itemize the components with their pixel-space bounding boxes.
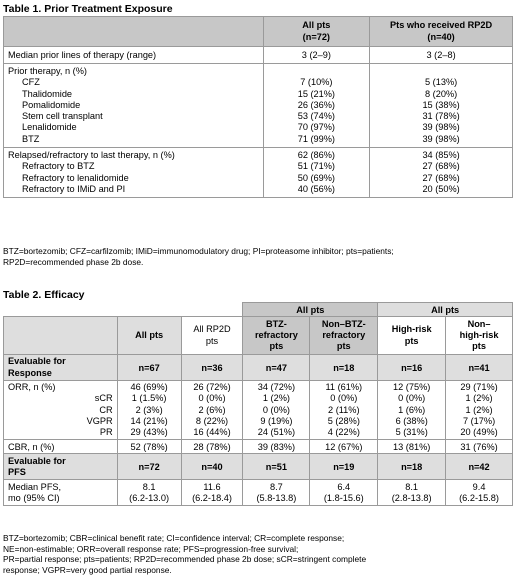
eval-pfs-value: n=18 bbox=[378, 454, 446, 480]
pfs-row bbox=[4, 480, 513, 506]
prior-labels-cell bbox=[4, 64, 264, 148]
pfs-value: 9.4 (6.2-15.8) bbox=[446, 480, 513, 506]
cbr-label: CBR, n (%) bbox=[4, 440, 118, 454]
refractory-all-value: 40 (56%) bbox=[297, 183, 335, 194]
eval-response-value: n=67 bbox=[117, 355, 181, 381]
header-rp2d: All RP2D pts bbox=[181, 317, 243, 355]
eval-pfs-value: n=40 bbox=[181, 454, 243, 480]
pfs-value: 8.7 (5.8-13.8) bbox=[243, 480, 310, 506]
table1 bbox=[3, 16, 513, 198]
eval-pfs-value: n=51 bbox=[243, 454, 310, 480]
orr-label: ORR, n (%) bbox=[8, 382, 56, 392]
pfs-value: 8.1 (6.2-13.0) bbox=[117, 480, 181, 506]
eval-pfs-row bbox=[4, 454, 513, 480]
response-block bbox=[4, 381, 513, 440]
prior-rp2d-cell bbox=[370, 64, 513, 148]
table2-footnote-line: NE=non-estimable; ORR=overall response rate; PFS=progression-free survival; bbox=[3, 543, 299, 554]
refractory-all-value: 50 (69%) bbox=[297, 172, 335, 183]
relapsed-all: 62 (86%) bbox=[297, 150, 335, 161]
response-col-rp2d: 26 (72%) 0 (0%) 2 (6%) 8 (22%) 16 (44%) bbox=[181, 381, 243, 440]
pfs-value: 6.4 (1.8-15.6) bbox=[310, 480, 378, 506]
pfs-value: 11.6 (6.2-18.4) bbox=[181, 480, 243, 506]
pfs-label: Median PFS, mo (95% CI) bbox=[4, 480, 118, 506]
response-label: sCR bbox=[94, 393, 113, 404]
eval-response-value: n=41 bbox=[446, 355, 513, 381]
median-rp2d: 3 (2–8) bbox=[370, 47, 513, 64]
prior-all-value: 26 (36%) bbox=[297, 99, 335, 110]
prior-row-label: Thalidomide bbox=[22, 88, 73, 99]
prior-rp2d-value: 15 (38%) bbox=[422, 99, 460, 110]
eval-pfs-value: n=72 bbox=[117, 454, 181, 480]
prior-rp2d-value: 5 (13%) bbox=[425, 77, 458, 88]
prior-row-label: BTZ bbox=[22, 133, 40, 144]
refractory-labels-cell bbox=[4, 148, 264, 198]
eval-pfs-label: Evaluable for PFS bbox=[4, 454, 118, 480]
cbr-row bbox=[4, 440, 513, 454]
table1-header-all-pts: All pts (n=72) bbox=[263, 17, 370, 47]
refractory-all-cell bbox=[263, 148, 370, 198]
eval-response-value: n=47 bbox=[243, 355, 310, 381]
eval-response-row bbox=[4, 355, 513, 381]
prior-row-label: Lenalidomide bbox=[22, 122, 77, 133]
refractory-rp2d-value: 27 (68%) bbox=[422, 161, 460, 172]
pfs-value: 8.1 (2.8-13.8) bbox=[378, 480, 446, 506]
eval-response-value: n=16 bbox=[378, 355, 446, 381]
prior-row-label: Pomalidomide bbox=[22, 99, 81, 110]
eval-response-label: Evaluable for Response bbox=[4, 355, 118, 381]
refractory-rp2d-value: 20 (50%) bbox=[422, 183, 460, 194]
cbr-value: 52 (78%) bbox=[117, 440, 181, 454]
response-label: VGPR bbox=[86, 415, 113, 426]
table2-footnotes bbox=[3, 533, 366, 575]
prior-rp2d-value: 39 (98%) bbox=[422, 122, 460, 133]
refractory-rp2d-cell bbox=[370, 148, 513, 198]
prior-all-value: 70 (97%) bbox=[297, 122, 335, 133]
prior-all-value: 71 (99%) bbox=[297, 133, 335, 144]
prior-rp2d-value: 8 (20%) bbox=[425, 88, 458, 99]
header-all-pts: All pts bbox=[117, 317, 181, 355]
cbr-value: 12 (67%) bbox=[310, 440, 378, 454]
table2-group-row bbox=[4, 303, 513, 317]
table1-header-row bbox=[4, 17, 513, 47]
table2-title: Table 2. Efficacy bbox=[3, 289, 85, 301]
response-col-non-btz: 11 (61%) 0 (0%) 2 (11%) 5 (28%) 4 (22%) bbox=[310, 381, 378, 440]
prior-all-value: 7 (10%) bbox=[300, 77, 333, 88]
median-label: Median prior lines of therapy (range) bbox=[4, 47, 264, 64]
median-all: 3 (2–9) bbox=[263, 47, 370, 64]
table1-header-rp2d: Pts who received RP2D (n=40) bbox=[370, 17, 513, 47]
prior-all-value: 53 (74%) bbox=[297, 111, 335, 122]
refractory-all-value: 51 (71%) bbox=[297, 161, 335, 172]
header-non-btz-refractory: Non–BTZ- refractory pts bbox=[310, 317, 378, 355]
refractory-row-label: Refractory to BTZ bbox=[22, 161, 95, 172]
eval-response-value: n=18 bbox=[310, 355, 378, 381]
prior-label: Prior therapy, n (%) bbox=[8, 66, 87, 76]
table1-footnote-line: BTZ=bortezomib; CFZ=carfilzomib; IMiD=immunomodulatory drug; PI=proteasome inhibitor; pts=patients; bbox=[3, 246, 394, 256]
table1-footnotes bbox=[3, 246, 394, 267]
table2-header-empty bbox=[4, 317, 118, 355]
prior-rp2d-value: 39 (98%) bbox=[422, 133, 460, 144]
group-header-all-pts: All pts bbox=[243, 303, 378, 317]
header-high-risk: High-risk pts bbox=[378, 317, 446, 355]
cbr-value: 28 (78%) bbox=[181, 440, 243, 454]
cbr-value: 13 (81%) bbox=[378, 440, 446, 454]
refractory-row-label: Refractory to lenalidomide bbox=[22, 172, 129, 183]
table1-prior-block bbox=[4, 64, 513, 148]
header-non-high-risk: Non– high-risk pts bbox=[446, 317, 513, 355]
table2-header-row bbox=[4, 317, 513, 355]
relapsed-rp2d: 34 (85%) bbox=[422, 150, 460, 161]
response-col-btz: 34 (72%) 1 (2%) 0 (0%) 9 (19%) 24 (51%) bbox=[243, 381, 310, 440]
prior-all-cell bbox=[263, 64, 370, 148]
relapsed-label: Relapsed/refractory to last therapy, n (%) bbox=[8, 150, 175, 161]
table1-refractory-block bbox=[4, 148, 513, 198]
cbr-value: 31 (76%) bbox=[446, 440, 513, 454]
table1-header-empty bbox=[4, 17, 264, 47]
eval-pfs-value: n=42 bbox=[446, 454, 513, 480]
refractory-rp2d-value: 27 (68%) bbox=[422, 172, 460, 183]
table1-median-row bbox=[4, 47, 513, 64]
table2 bbox=[3, 302, 513, 506]
table2-footnote-line: response; VGPR=very good partial response. bbox=[3, 564, 172, 575]
response-col-high-risk: 12 (75%) 0 (0%) 1 (6%) 6 (38%) 5 (31%) bbox=[378, 381, 446, 440]
response-label: PR bbox=[99, 427, 113, 438]
table1-title: Table 1. Prior Treatment Exposure bbox=[3, 3, 173, 15]
prior-rp2d-value: 31 (78%) bbox=[422, 111, 460, 122]
response-col-all: 46 (69%) 1 (1.5%) 2 (3%) 14 (21%) 29 (43%) bbox=[117, 381, 181, 440]
cbr-value: 39 (83%) bbox=[243, 440, 310, 454]
header-btz-refractory: BTZ- refractory pts bbox=[243, 317, 310, 355]
group-header-all-pts: All pts bbox=[378, 303, 513, 317]
prior-row-label: CFZ bbox=[22, 77, 40, 88]
eval-pfs-value: n=19 bbox=[310, 454, 378, 480]
eval-response-value: n=36 bbox=[181, 355, 243, 381]
response-labels-cell bbox=[4, 381, 118, 440]
response-col-non-high-risk: 29 (71%) 1 (2%) 1 (2%) 7 (17%) 20 (49%) bbox=[446, 381, 513, 440]
table2-footnote-line: BTZ=bortezomib; CBR=clinical benefit rate; CI=confidence interval; CR=complete response; bbox=[3, 533, 345, 543]
prior-all-value: 15 (21%) bbox=[297, 88, 335, 99]
table2-footnote-line: PR=partial response; pts=patients; RP2D=recommended phase 2b dose; sCR=stringent complete bbox=[3, 554, 367, 565]
prior-row-label: Stem cell transplant bbox=[22, 111, 103, 122]
refractory-row-label: Refractory to IMiD and PI bbox=[22, 183, 126, 194]
table1-footnote-line: RP2D=recommended phase 2b dose. bbox=[3, 256, 144, 267]
response-label: CR bbox=[99, 404, 113, 415]
